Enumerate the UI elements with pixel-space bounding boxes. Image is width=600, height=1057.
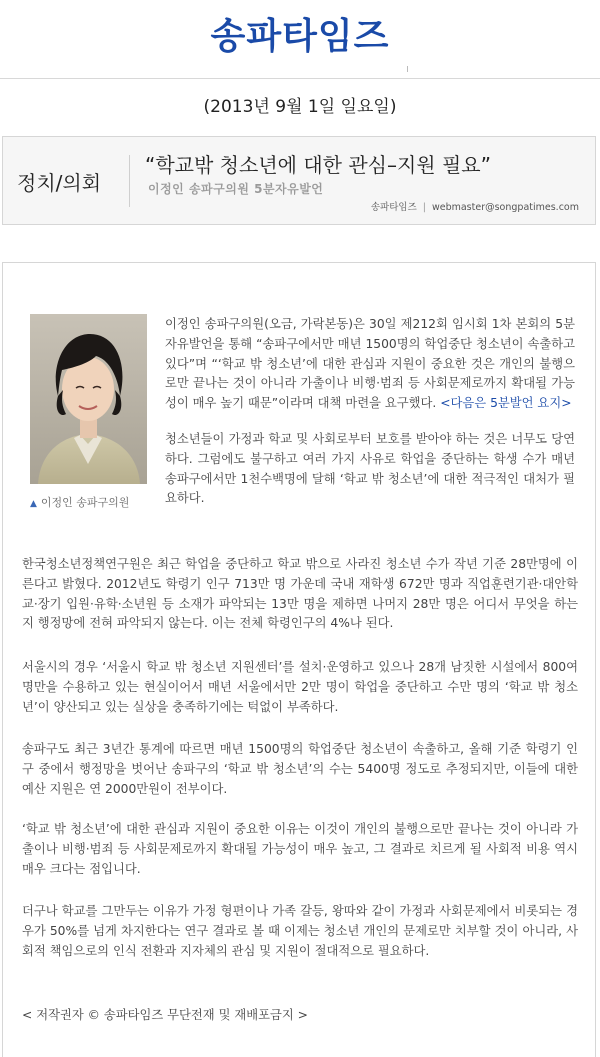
section-label: 정치/의회 <box>17 171 102 195</box>
triangle-up-icon: ▲ <box>30 499 37 509</box>
header-divider <box>0 78 600 79</box>
divider <box>129 155 130 207</box>
article-source <box>371 199 579 213</box>
photo-caption <box>30 494 129 510</box>
body-paragraph: 청소년들이 가정과 학교 및 사회로부터 보호를 받아야 하는 것은 너무도 당연하다. 그럼에도 불구하고 여러 가지 사유로 학업을 중단하는 학생 수가 매년 송파구에서만 1천수백명에 달해 ‘학교 밖 청소년’에 대한 적극적인 대처가 필요하다. <box>165 432 575 506</box>
source-email[interactable]: webmaster@songpatimes.com <box>431 202 579 213</box>
body-paragraph: 송파구도 최근 3년간 통계에 따르면 매년 1500명의 학업중단 청소년이 속출하고, 올해 기준 학령기 인구 중에서 행정망을 벗어난 송파구의 ‘학교 밖 청소년’의 수는 5400명 정도로 추정되지만, 이들에 대한 예산 지원은 연 2000만원이 전부이다. <box>22 742 578 796</box>
site-logo[interactable]: 송파타임즈 <box>210 16 390 57</box>
article-title: “학교밖 청소년에 대한 관심–지원 필요” <box>145 153 491 177</box>
body-paragraph: 더구나 학교를 그만두는 이유가 가정 형편이나 가족 갈등, 왕따와 같이 가정과 사회문제에서 비롯되는 경우가 50%를 넘게 차지한다는 연구 결과로 볼 때 이제는 청소년 개인의 문제로만 치부할 것이 아니라, 사회적 책임으로의 인식 전환과 지자체의 관심 및 지원이 절대적으로 필요하다. <box>22 904 578 958</box>
intro-paragraph <box>165 315 575 414</box>
article-byline: 이정인 송파구의원 5분자유발언 <box>148 182 324 196</box>
author-photo <box>30 314 147 484</box>
body-paragraph: ‘학교 밖 청소년’에 대한 관심과 지원이 중요한 이유는 이것이 개인의 불행으로만 끝나는 것이 아니라 가출이나 비행·범죄 등 사회문제로까지 확대될 가능성이 매우 높고, 그 결과로 치르게 될 사회적 비용 역시 매우 크다는 점입니다. <box>22 822 578 876</box>
portrait-image <box>30 314 147 484</box>
article-header <box>2 136 596 225</box>
intro-text: 이정인 송파구의원(오금, 가락본동)은 30일 제212회 임시회 1차 본회의 5분자유발언을 통해 “송파구에서만 매년 1500명의 학업중단 청소년이 속출하고 있다”며 “‘학교 밖 청소년’에 대한 관심과 지원이 중요한 것은 개인의 불행으로만 끝나는 것이 아니라 가출이나 비행·범죄 등 사회문제로까지 확대될 가능성이 매우 높기 때문”이라며 대책 마련을 요구했다. <box>165 317 575 411</box>
copyright-notice: < 저작권자 © 송파타임즈 무단전재 및 재배포금지 > <box>22 1008 308 1022</box>
photo-caption-text: 이정인 송파구의원 <box>40 496 130 509</box>
divider <box>407 66 408 72</box>
masthead <box>0 0 600 78</box>
issue-date: (2013년 9월 1일 일요일) <box>203 97 397 117</box>
body-paragraph: 서울시의 경우 ‘서울시 학교 밖 청소년 지원센터’를 설치·운영하고 있으나 28개 남짓한 시설에서 800여 명만을 수용하고 있는 현실이어서 매년 서울에서만 2만 명이 학업을 중단하고 수만 명의 ‘학교 밖 청소년’이 양산되고 있는 실상을 충족하기에는 턱없이 부족하다. <box>22 660 578 714</box>
body-paragraph: 한국청소년정책연구원은 최근 학업을 중단하고 학교 밖으로 사라진 청소년 수가 작년 기준 28만명에 이른다고 밝혔다. 2012년도 학령기 인구 713만 명 가운데 국내 재학생 672만 명과 직업훈련기관·대안학교·장기 입원·유학·소년원 등 소재가 파악되는 13만 명을 제하면 나머지 28만 명은 어디서 무엇을 하는지 행정망에 전혀 파악되지 않는다. 이는 전체 학령인구의 4%나 된다. <box>22 557 578 631</box>
intro-link[interactable]: <다음은 5분발언 요지> <box>440 396 572 411</box>
source-name: 송파타임즈 <box>370 202 417 213</box>
separator: | <box>422 202 426 213</box>
